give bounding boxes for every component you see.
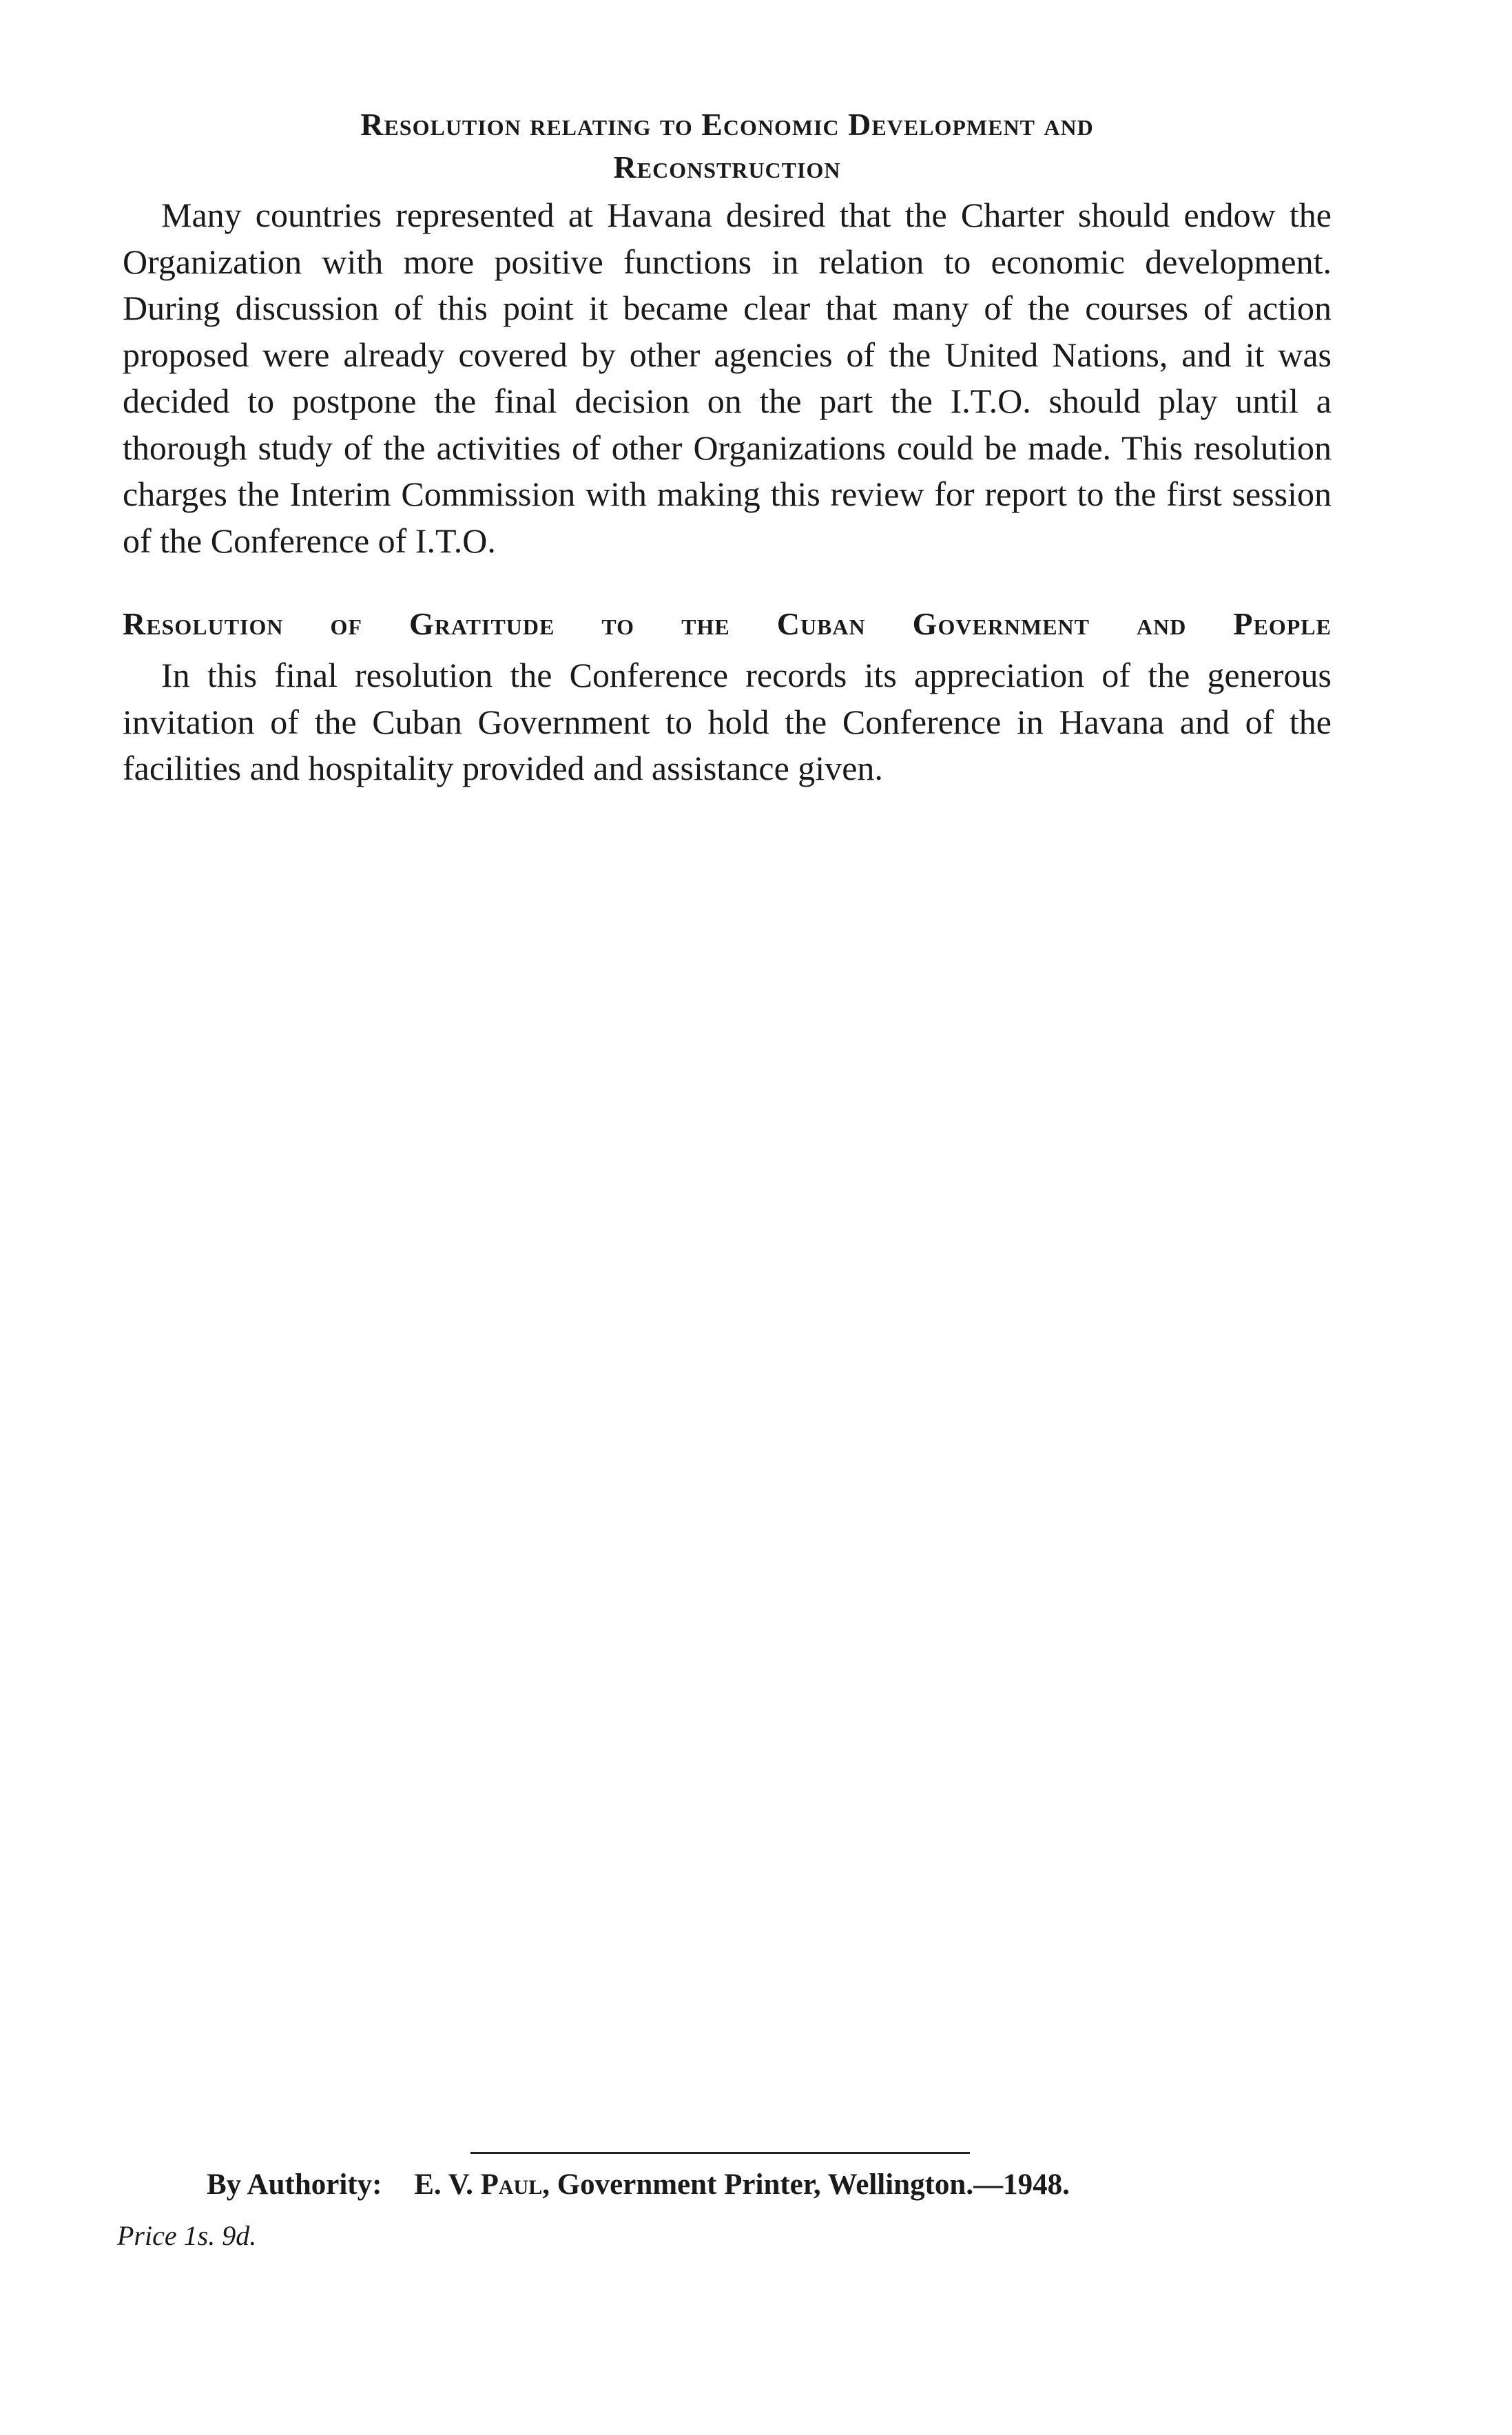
printer-details: Government Printer, Wellington.—1948. bbox=[557, 2168, 1070, 2201]
section-heading: Resolution of Gratitude to the Cuban Government and People bbox=[123, 606, 1332, 641]
section-economic-development bbox=[123, 103, 1332, 564]
section-body: Many countries represented at Havana desired that the Charter should endow the Organization with more positive functions in relation to economic development. During discussion of this point it became clear that many of the courses of action proposed were already covered by other agencies of the United Nations, and it was decided to postpone the final decision on the part the I.T.O. should play until a thorough study of the activities of other Organizations could be made. This resolution charges the Interim Commission with making this review for report to the first session of the Conference of I.T.O. bbox=[123, 196, 1332, 560]
document-page bbox=[123, 103, 1332, 792]
printer-initials: E. V. bbox=[414, 2168, 473, 2201]
heading-line-1: Resolution relating to Economic Development and bbox=[360, 107, 1094, 142]
price-label: Price 1s. 9d. bbox=[117, 2220, 257, 2251]
authority-label: By Authority: bbox=[207, 2168, 382, 2201]
section-body: In this final resolution the Conference records its appreciation of the generous invitation of the Cuban Government to hold the Conference in Havana and of the facilities and hospitality provided and assistance given. bbox=[123, 656, 1332, 787]
section-gratitude bbox=[123, 603, 1332, 792]
printer-surname: Paul, bbox=[480, 2168, 550, 2201]
section-heading bbox=[123, 103, 1332, 189]
heading-line-2: Reconstruction bbox=[613, 149, 841, 185]
footer-divider bbox=[470, 2152, 970, 2154]
printer-imprint bbox=[207, 2164, 1281, 2206]
